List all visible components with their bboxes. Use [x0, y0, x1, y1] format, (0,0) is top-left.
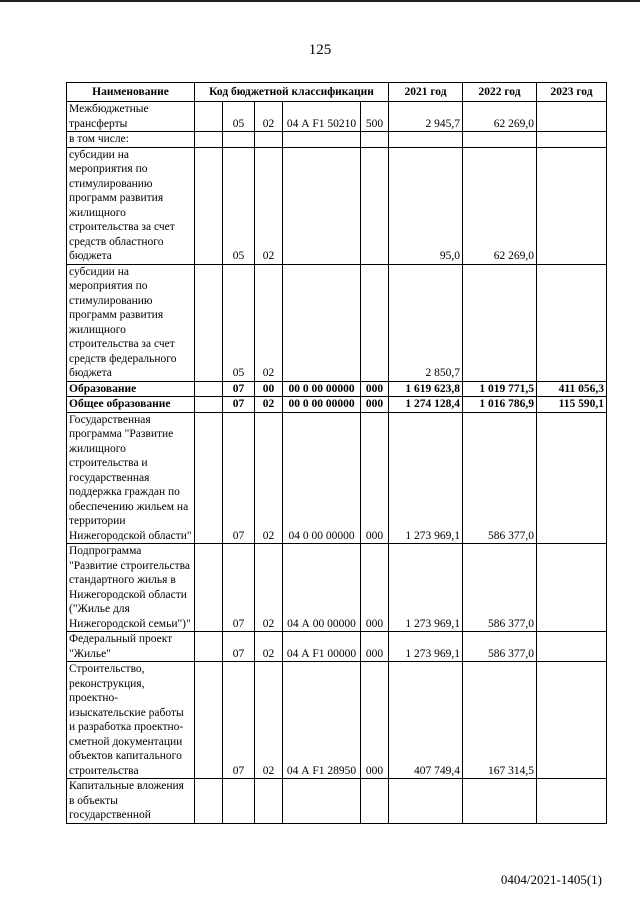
row-value-2021: 1 273 969,1 [389, 544, 463, 632]
row-expense-type [361, 147, 389, 264]
row-subsection: 00 [255, 381, 283, 397]
row-subsection [255, 779, 283, 824]
row-subsection: 02 [255, 632, 283, 662]
row-name: Образование [67, 381, 195, 397]
row-section: 07 [223, 544, 255, 632]
table-row [67, 412, 607, 544]
row-value-2023 [537, 264, 607, 381]
row-value-2023 [537, 779, 607, 824]
row-section: 07 [223, 412, 255, 544]
row-blank [195, 662, 223, 779]
row-value-2022 [463, 132, 537, 148]
row-subsection: 02 [255, 147, 283, 264]
row-value-2022: 586 377,0 [463, 544, 537, 632]
row-subsection: 02 [255, 662, 283, 779]
row-subsection: 02 [255, 544, 283, 632]
row-subsection: 02 [255, 412, 283, 544]
header-2022: 2022 год [463, 83, 537, 102]
row-value-2021: 2 945,7 [389, 102, 463, 132]
row-value-2023: 411 056,3 [537, 381, 607, 397]
row-value-2022 [463, 779, 537, 824]
row-section [223, 132, 255, 148]
table-row [67, 779, 607, 824]
row-value-2021 [389, 132, 463, 148]
row-target-code [283, 147, 361, 264]
row-blank [195, 632, 223, 662]
table-row [67, 632, 607, 662]
row-value-2022: 1 019 771,5 [463, 381, 537, 397]
row-blank [195, 412, 223, 544]
row-target-code: 04 А 00 00000 [283, 544, 361, 632]
document-code: 0404/2021-1405(1) [500, 872, 602, 887]
header-2021: 2021 год [389, 83, 463, 102]
row-section [223, 779, 255, 824]
row-target-code: 00 0 00 00000 [283, 397, 361, 413]
row-expense-type: 000 [361, 632, 389, 662]
row-target-code: 04 А F1 28950 [283, 662, 361, 779]
table-row [67, 264, 607, 381]
row-value-2021: 1 274 128,4 [389, 397, 463, 413]
row-value-2023 [537, 132, 607, 148]
row-section: 07 [223, 632, 255, 662]
header-name: Наименование [67, 83, 195, 102]
row-target-code [283, 132, 361, 148]
row-value-2023: 115 590,1 [537, 397, 607, 413]
row-section: 07 [223, 381, 255, 397]
row-blank [195, 544, 223, 632]
row-name: Строительство, реконструкция, проектно-изыскательские работы и разработка проектно-сметной документации объектов капитального строительства [67, 662, 195, 779]
row-target-code [283, 264, 361, 381]
row-value-2023 [537, 662, 607, 779]
row-value-2023 [537, 412, 607, 544]
row-value-2023 [537, 147, 607, 264]
header-code: Код бюджетной классификации [195, 83, 389, 102]
row-blank [195, 779, 223, 824]
table-row [67, 544, 607, 632]
row-blank [195, 397, 223, 413]
row-name: в том числе: [67, 132, 195, 148]
row-value-2023 [537, 632, 607, 662]
row-value-2021: 1 619 623,8 [389, 381, 463, 397]
row-name: субсидии на мероприятия по стимулированию программ развития жилищного строительства за счет средств областного бюджета [67, 147, 195, 264]
row-expense-type: 000 [361, 381, 389, 397]
row-subsection: 02 [255, 264, 283, 381]
row-name: Подпрограмма "Развитие строительства стандартного жилья в Нижегородской области ("Жилье для Нижегородской семьи")" [67, 544, 195, 632]
row-value-2021: 1 273 969,1 [389, 632, 463, 662]
row-target-code: 04 А F1 00000 [283, 632, 361, 662]
row-expense-type: 000 [361, 397, 389, 413]
row-expense-type: 500 [361, 102, 389, 132]
table-row [67, 662, 607, 779]
row-value-2022: 1 016 786,9 [463, 397, 537, 413]
row-section: 05 [223, 147, 255, 264]
row-blank [195, 381, 223, 397]
row-subsection: 02 [255, 102, 283, 132]
row-name: Капитальные вложения в объекты государственной [67, 779, 195, 824]
row-name: Общее образование [67, 397, 195, 413]
row-expense-type [361, 264, 389, 381]
row-value-2022: 167 314,5 [463, 662, 537, 779]
row-target-code: 04 0 00 00000 [283, 412, 361, 544]
table-row [67, 381, 607, 397]
row-value-2021: 407 749,4 [389, 662, 463, 779]
row-value-2021: 2 850,7 [389, 264, 463, 381]
row-subsection [255, 132, 283, 148]
row-value-2021: 1 273 969,1 [389, 412, 463, 544]
row-value-2022: 586 377,0 [463, 412, 537, 544]
top-border-line [0, 0, 640, 2]
row-value-2022 [463, 264, 537, 381]
row-expense-type: 000 [361, 412, 389, 544]
row-section: 05 [223, 264, 255, 381]
row-value-2022: 62 269,0 [463, 147, 537, 264]
row-subsection: 02 [255, 397, 283, 413]
table-row [67, 397, 607, 413]
table-body [67, 102, 607, 824]
row-section: 05 [223, 102, 255, 132]
row-target-code [283, 779, 361, 824]
row-target-code: 00 0 00 00000 [283, 381, 361, 397]
table-row [67, 102, 607, 132]
table-row [67, 132, 607, 148]
row-expense-type [361, 779, 389, 824]
row-expense-type [361, 132, 389, 148]
table-row [67, 147, 607, 264]
row-blank [195, 132, 223, 148]
row-value-2023 [537, 544, 607, 632]
row-value-2022: 586 377,0 [463, 632, 537, 662]
row-value-2023 [537, 102, 607, 132]
row-value-2022: 62 269,0 [463, 102, 537, 132]
row-blank [195, 264, 223, 381]
row-name: субсидии на мероприятия по стимулированию программ развития жилищного строительства за счет средств федерального бюджета [67, 264, 195, 381]
row-target-code: 04 А F1 50210 [283, 102, 361, 132]
row-section: 07 [223, 662, 255, 779]
row-blank [195, 147, 223, 264]
row-expense-type: 000 [361, 544, 389, 632]
row-value-2021 [389, 779, 463, 824]
row-value-2021: 95,0 [389, 147, 463, 264]
row-name: Государственная программа "Развитие жилищного строительства и государственная поддержка граждан по обеспечению жильем на территории Нижегородской области" [67, 412, 195, 544]
row-expense-type: 000 [361, 662, 389, 779]
page-number: 125 [308, 42, 332, 58]
row-blank [195, 102, 223, 132]
row-name: Федеральный проект "Жилье" [67, 632, 195, 662]
table-header-row [67, 83, 607, 102]
row-section: 07 [223, 397, 255, 413]
budget-table [66, 82, 607, 824]
row-name: Межбюджетные трансферты [67, 102, 195, 132]
header-2023: 2023 год [537, 83, 607, 102]
